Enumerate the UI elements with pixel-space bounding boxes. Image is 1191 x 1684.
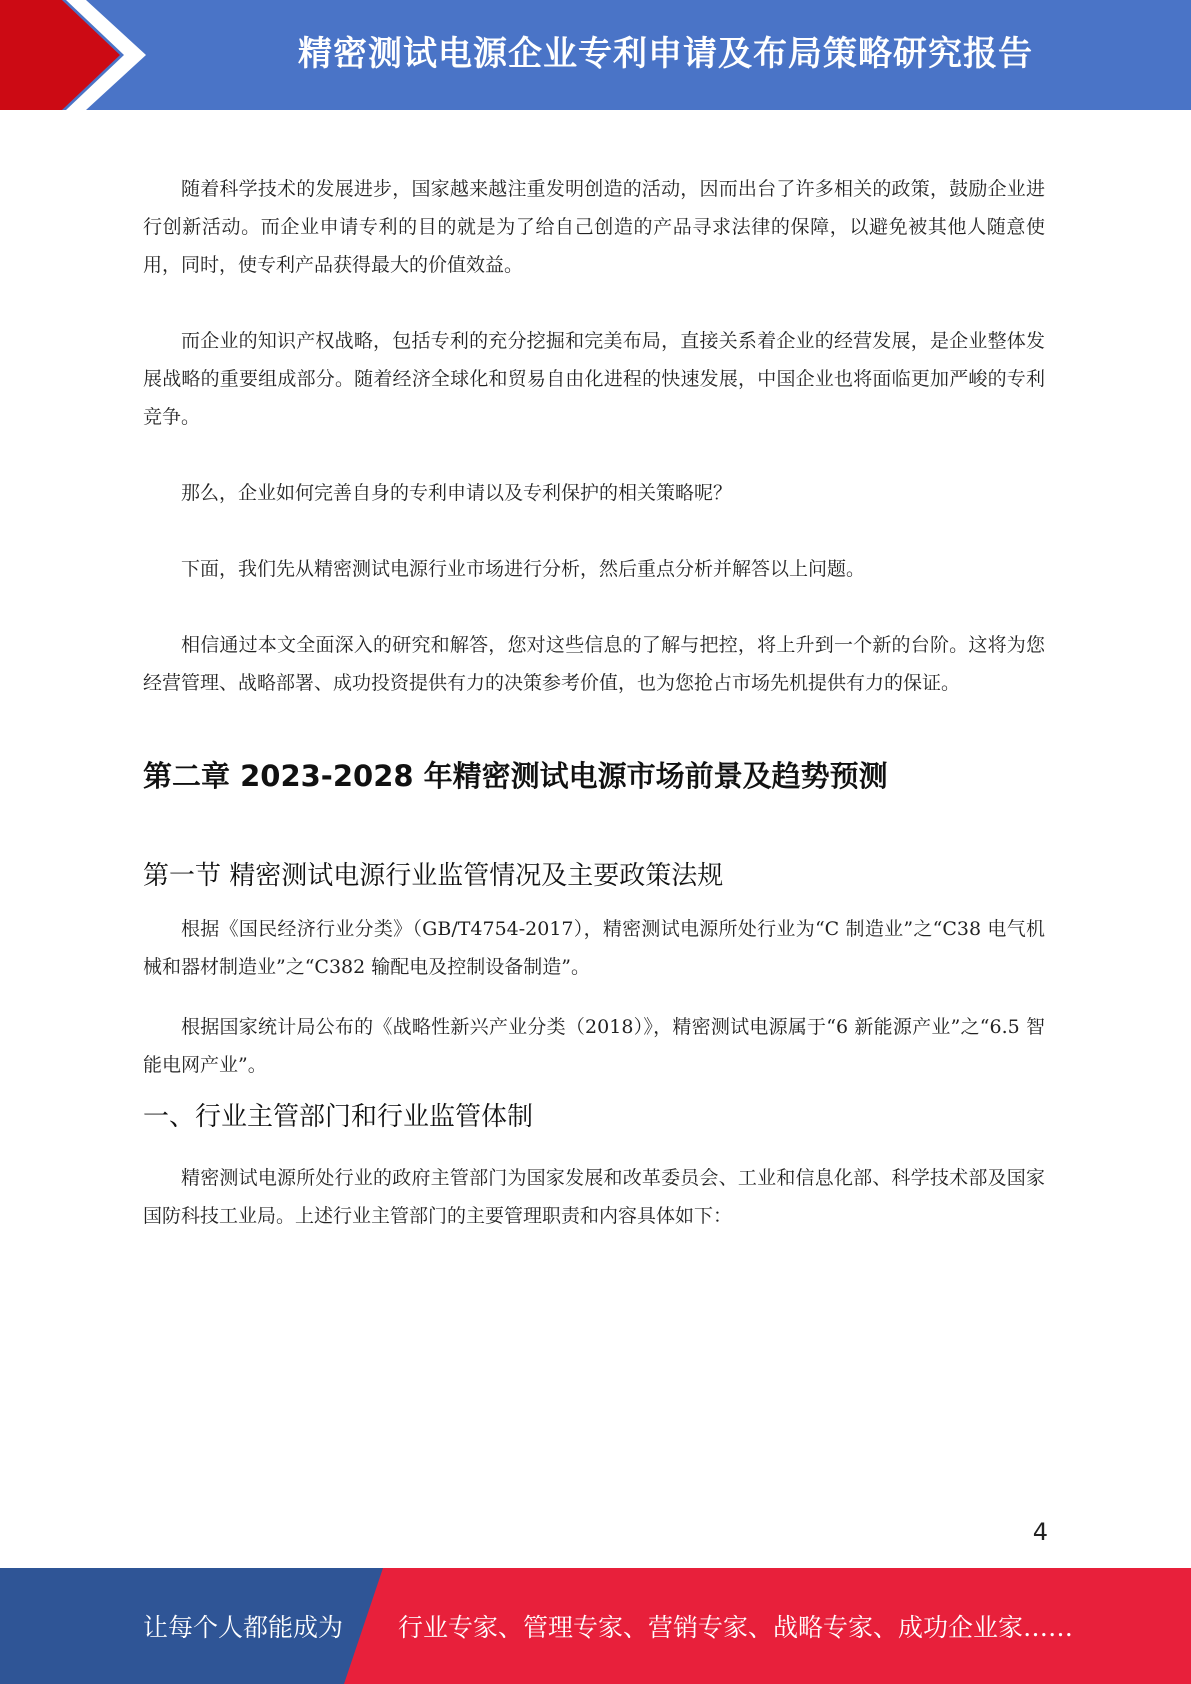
- section-paragraph: 根据国家统计局公布的《战略性新兴产业分类（2018）》，精密测试电源属于“6 新能源产业”之“6.5 智能电网产业”。: [143, 1016, 1045, 1076]
- subsection-heading: 一、行业主管部门和行业监管体制: [143, 1102, 534, 1132]
- header-banner: [0, 0, 1191, 110]
- footer-slogan-right: 行业专家、管理专家、营销专家、战略专家、成功企业家……: [398, 1613, 1074, 1642]
- header-arrow-decoration: [0, 0, 160, 110]
- chapter-heading: 第二章 2023-2028 年精密测试电源市场前景及趋势预测: [143, 759, 888, 793]
- intro-paragraph: 而企业的知识产权战略，包括专利的充分挖掘和完美布局，直接关系着企业的经营发展，是企业整体发展战略的重要组成部分。随着经济全球化和贸易自由化进程的快速发展，中国企业也将面临更加严峻的专利竞争。: [143, 330, 1045, 428]
- intro-paragraph: 相信通过本文全面深入的研究和解答，您对这些信息的了解与把控，将上升到一个新的台阶。这将为您经营管理、战略部署、成功投资提供有力的决策参考价值，也为您抢占市场先机提供有力的保证。: [143, 634, 1045, 694]
- page-content: [143, 170, 1045, 1273]
- footer-slogan-left: 让每个人都能成为: [143, 1613, 344, 1642]
- intro-paragraph: 那么，企业如何完善自身的专利申请以及专利保护的相关策略呢？: [181, 482, 733, 504]
- section-heading: 第一节 精密测试电源行业监管情况及主要政策法规: [143, 861, 724, 891]
- page-number: 4: [1032, 1518, 1048, 1546]
- intro-paragraph: 下面，我们先从精密测试电源行业市场进行分析，然后重点分析并解答以上问题。: [181, 558, 866, 580]
- intro-paragraph: 随着科学技术的发展进步，国家越来越注重发明创造的活动，因而出台了许多相关的政策，鼓励企业进行创新活动。而企业申请专利的目的就是为了给自己创造的产品寻求法律的保障，以避免被其他人随意使用，同时，使专利产品获得最大的价值效益。: [143, 178, 1045, 276]
- subsection-paragraph: 精密测试电源所处行业的政府主管部门为国家发展和改革委员会、工业和信息化部、科学技术部及国家国防科技工业局。上述行业主管部门的主要管理职责和内容具体如下：: [143, 1167, 1045, 1227]
- report-title: 精密测试电源企业专利申请及布局策略研究报告: [298, 34, 1033, 74]
- section-paragraph: 根据《国民经济行业分类》（GB/T4754-2017），精密测试电源所处行业为“C 制造业”之“C38 电气机械和器材制造业”之“C382 输配电及控制设备制造”。: [143, 918, 1045, 978]
- footer-banner: [0, 1568, 1191, 1684]
